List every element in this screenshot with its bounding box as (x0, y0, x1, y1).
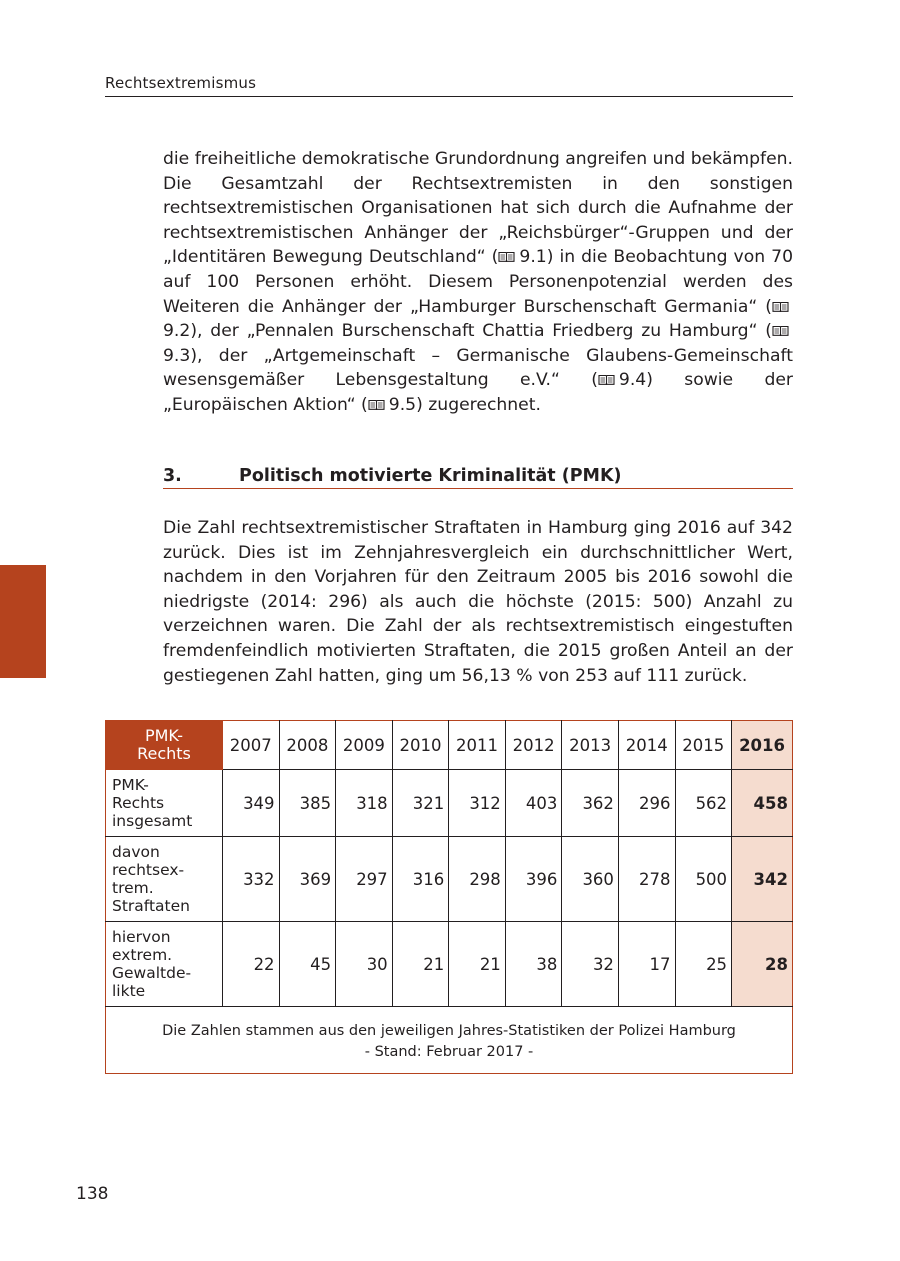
reference-9-2: 9.2 (163, 321, 191, 342)
year-header: 2009 (336, 721, 393, 770)
table-cell: 500 (675, 837, 732, 922)
table-footnote-row (106, 1007, 793, 1074)
table-cell: 396 (505, 837, 562, 922)
table-header-row (106, 721, 793, 770)
reference-9-3: 9.3 (163, 345, 191, 366)
table-cell: 385 (279, 770, 336, 837)
table-cell: 298 (449, 837, 506, 922)
table-cell: 297 (336, 837, 393, 922)
row-label-line: Rechts (112, 794, 165, 812)
year-header: 2011 (449, 721, 506, 770)
table-cell: 360 (562, 837, 619, 922)
corner-label-line-2: Rechts (137, 744, 191, 763)
table-cell: 32 (562, 922, 619, 1007)
running-head-title: Rechtsextremismus (105, 74, 257, 92)
book-icon (598, 374, 615, 386)
year-header: 2014 (618, 721, 675, 770)
year-header: 2013 (562, 721, 619, 770)
footnote-line-2: - Stand: Februar 2017 - (364, 1044, 534, 1060)
table-cell: 332 (223, 837, 280, 922)
row-label (106, 770, 223, 837)
year-header: 2010 (392, 721, 449, 770)
page-number: 138 (76, 1184, 109, 1204)
reference-9-1: 9.1 (519, 247, 547, 268)
row-label (106, 922, 223, 1007)
footnote-line-1: Die Zahlen stammen aus den jeweiligen Jahres-Statistiken der Polizei Hamburg (162, 1023, 736, 1039)
table-row (106, 770, 793, 837)
table-cell: 38 (505, 922, 562, 1007)
row-label-line: likte (112, 982, 146, 1000)
table-footnote (106, 1007, 793, 1074)
year-header: 2007 (223, 721, 280, 770)
table-cell: 316 (392, 837, 449, 922)
year-header: 2012 (505, 721, 562, 770)
reference-9-4: 9.4 (618, 370, 647, 391)
section-heading (163, 466, 793, 489)
row-label-line: hiervon (112, 928, 171, 946)
row-label-line: extrem. (112, 946, 173, 964)
year-header-highlighted: 2016 (732, 721, 793, 770)
table-cell: 30 (336, 922, 393, 1007)
row-label-line: rechtsex- (112, 861, 185, 879)
row-label-line: PMK- (112, 776, 149, 794)
year-header: 2008 (279, 721, 336, 770)
table-cell-highlighted: 342 (732, 837, 793, 922)
table-cell-highlighted: 458 (732, 770, 793, 837)
paragraph-1-text-6: ) zugerechnet. (416, 394, 541, 415)
table-cell: 349 (223, 770, 280, 837)
book-icon (772, 301, 789, 313)
table-cell: 296 (618, 770, 675, 837)
table-cell: 45 (279, 922, 336, 1007)
table-cell: 321 (392, 770, 449, 837)
table-cell: 362 (562, 770, 619, 837)
table-row (106, 922, 793, 1007)
section-number: 3. (163, 466, 182, 486)
corner-label-line-1: PMK- (144, 726, 184, 745)
paragraph-2: Die Zahl rechtsextremistischer Straftaten in Hamburg ging 2016 auf 342 zurück. Dies ist im Zehnjahresvergleich ein durchschnittlicher Wert, nachdem in den Vorjahren für den Zeitraum 2005 bis 2016 sowohl die niedrigste (2014: 296) als auch die höchste (2015: 500) Anzahl zu verzeichnen waren. Die Zahl der als rechtsextremistisch eingestuften fremdenfeindlich motivierten Straftaten, die 2015 großen Anteil an der gestiegenen Zahl hatten, ging um 56,13 % von 253 auf 111 zurück. (163, 518, 793, 686)
table-cell-highlighted: 28 (732, 922, 793, 1007)
paragraph-1-text-1: die freiheitliche demokratische Grundordnung angreifen und bekämpfen. Die Gesamtzahl der Rechtsextremisten in den sonstigen rechtsextremistischen Organisationen hat sich durch die Aufnahme der rechtsextremistischen Anhänger der „Reichsbürger“-Gruppen und der „Identitären Bewegung Deutschland“ ( (163, 149, 794, 268)
table-cell: 21 (392, 922, 449, 1007)
chapter-side-tab (0, 565, 46, 678)
year-header: 2015 (675, 721, 732, 770)
paragraph-1-text-3: ), der „Pennalen Burschenschaft Chattia Friedberg zu Hamburg“ ( (190, 321, 772, 342)
row-label-line: insgesamt (112, 812, 193, 830)
row-label (106, 837, 223, 922)
book-icon (368, 399, 385, 411)
table-corner-cell (106, 721, 223, 770)
paragraph-1-text-4: ), der „Artgemeinschaft – Germanische Glaubens-Gemeinschaft wesensgemäßer Lebensgestaltung e.V.“ ( (163, 345, 793, 391)
table-cell: 369 (279, 837, 336, 922)
table-cell: 278 (618, 837, 675, 922)
book-icon (772, 325, 789, 337)
table-cell: 562 (675, 770, 732, 837)
paragraph-1-text-5: ) sowie der „Europäischen Aktion“ ( (163, 370, 793, 415)
table-cell: 403 (505, 770, 562, 837)
reference-9-5: 9.5 (388, 394, 417, 415)
paragraph-1 (163, 147, 793, 418)
book-icon (498, 251, 515, 263)
table-cell: 25 (675, 922, 732, 1007)
row-label-line: davon (112, 843, 160, 861)
row-label-line: trem. (112, 879, 154, 897)
running-head (105, 74, 793, 97)
table-cell: 22 (223, 922, 280, 1007)
table-cell: 17 (618, 922, 675, 1007)
table-cell: 318 (336, 770, 393, 837)
row-label-line: Gewaltde- (112, 964, 192, 982)
table-row (106, 837, 793, 922)
table-cell: 21 (449, 922, 506, 1007)
row-label-line: Straftaten (112, 897, 190, 915)
table-cell: 312 (449, 770, 506, 837)
paragraph-1-text-2: ) in die Beobachtung von 70 auf 100 Personen erhöht. Diesem Personenpotenzial werden des Weiteren die Anhänger der „Hamburger Burschenschaft Germania“ ( (163, 247, 793, 317)
section-title: Politisch motivierte Kriminalität (PMK) (239, 466, 622, 486)
pmk-statistics-table (105, 720, 793, 1074)
